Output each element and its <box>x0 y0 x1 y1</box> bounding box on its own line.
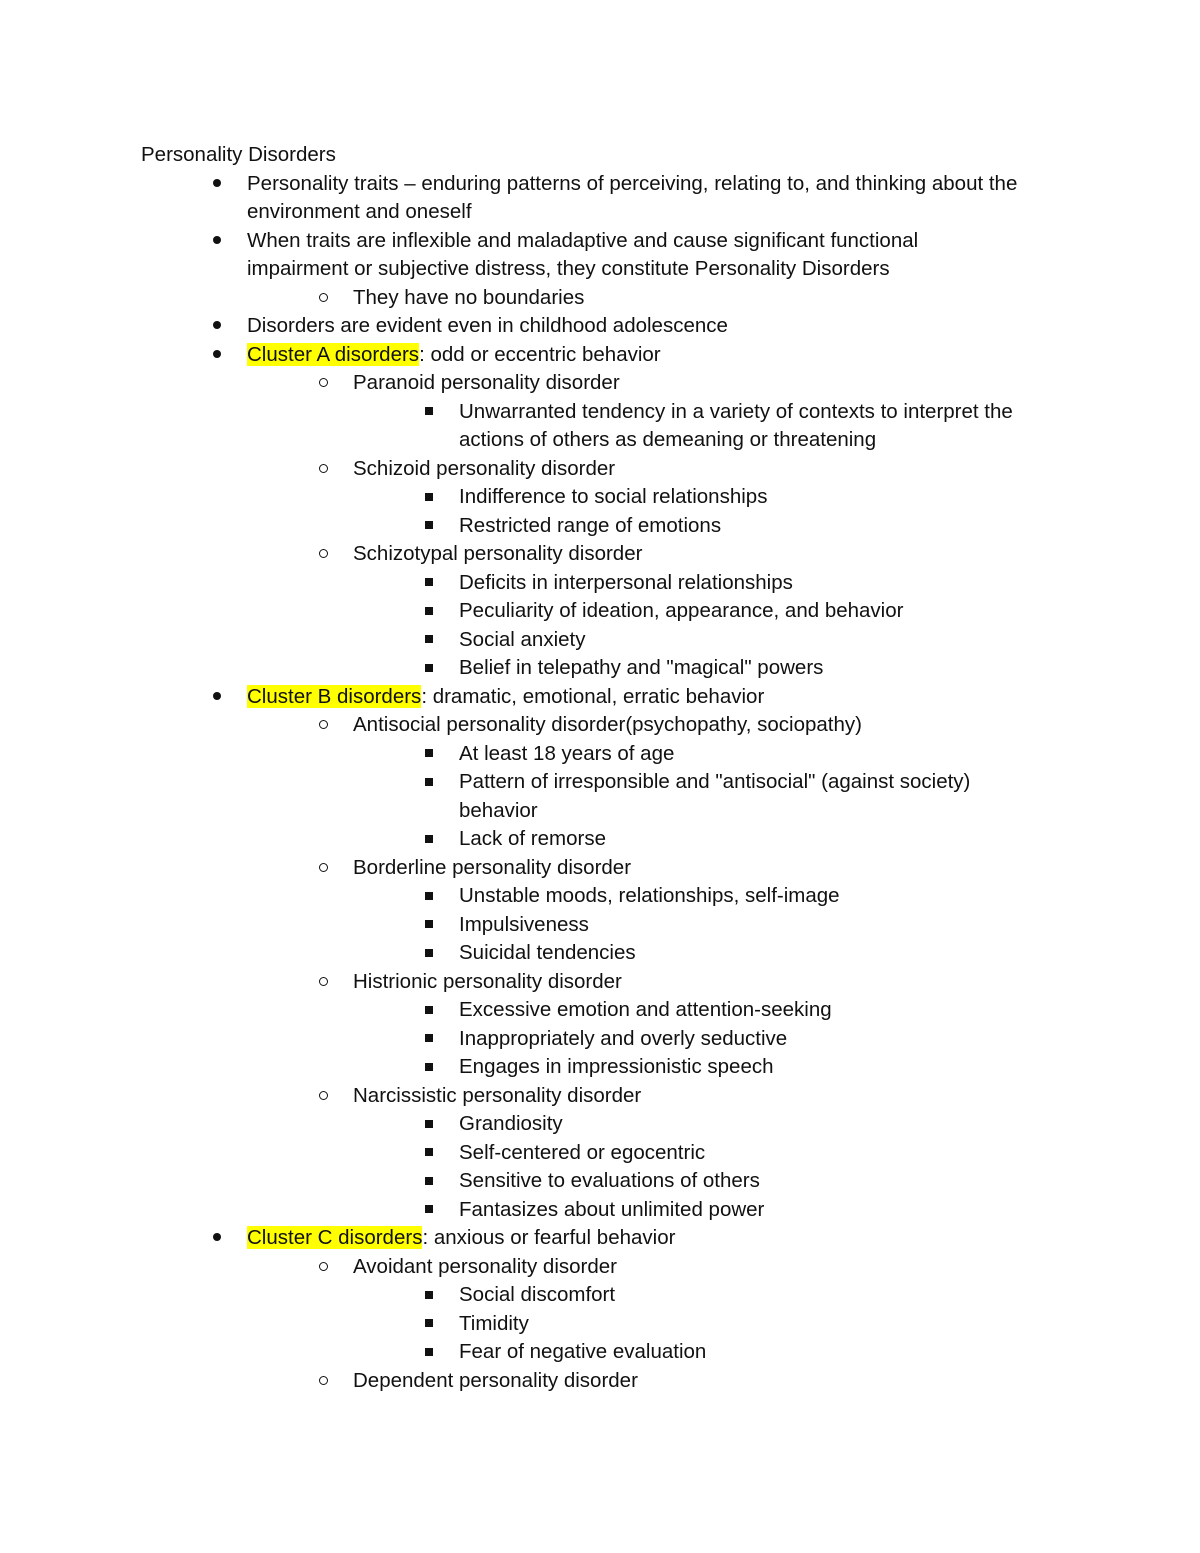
bullet-marker <box>425 607 433 615</box>
item-text: Social anxiety <box>459 627 586 651</box>
bullet-marker <box>319 863 328 872</box>
bullet-square-icon <box>419 654 439 683</box>
bullet-marker <box>319 378 328 387</box>
bullet-square-icon <box>419 1025 439 1054</box>
bullet-marker <box>319 1262 328 1271</box>
item-text: Impulsiveness <box>459 912 589 936</box>
item-text: Disorders are evident even in childhood adolescence <box>247 314 728 337</box>
bullet-square-icon <box>419 825 439 854</box>
item-text: Schizotypal personality disorder <box>353 542 643 565</box>
bullet-marker <box>319 464 328 473</box>
bullet-square-icon <box>419 1338 439 1367</box>
outline-item-line <box>459 740 674 769</box>
bullet-marker <box>425 1291 433 1299</box>
bullet-square-icon <box>419 597 439 626</box>
item-text: Avoidant personality disorder <box>353 1254 617 1278</box>
item-text: behavior <box>459 798 538 822</box>
bullet-square-icon <box>419 939 439 968</box>
bullet-square-icon <box>419 569 439 598</box>
outline-item-line <box>353 1367 638 1396</box>
bullet-square-icon <box>419 512 439 541</box>
bullet-marker <box>425 635 433 643</box>
item-text: Dependent personality disorder <box>353 1368 638 1392</box>
outline-item-line <box>247 1224 675 1253</box>
item-text: Unstable moods, relationships, self-image <box>459 884 840 907</box>
outline-item-line <box>353 369 620 398</box>
bullet-marker <box>425 1205 433 1213</box>
bullet-marker <box>425 664 433 672</box>
bullet-square-icon <box>419 398 439 427</box>
item-text: Restricted range of emotions <box>459 513 722 537</box>
bullet-circle-icon <box>313 1367 333 1396</box>
outline-item-line <box>247 312 728 341</box>
bullet-marker <box>425 892 433 900</box>
outline-item-line <box>353 1253 617 1282</box>
outline-item-line <box>459 797 538 826</box>
bullet-marker <box>213 236 221 244</box>
item-text: When traits are inflexible and maladaptive and cause significant functional <box>247 228 919 252</box>
bullet-square-icon <box>419 1139 439 1168</box>
item-text: Sensitive to evaluations of others <box>459 1169 760 1192</box>
item-text: Histrionic personality disorder <box>353 969 622 993</box>
item-text: actions of others as demeaning or threatening <box>459 428 877 451</box>
item-text: Narcissistic personality disorder <box>353 1083 642 1107</box>
item-text: environment and oneself <box>247 200 472 223</box>
bullet-marker <box>425 521 433 529</box>
bullet-dot-icon <box>207 683 227 712</box>
bullet-marker <box>425 1006 433 1014</box>
bullet-circle-icon <box>313 1253 333 1282</box>
bullet-square-icon <box>419 1110 439 1139</box>
outline-item-line <box>459 1338 706 1367</box>
item-text: Pattern of irresponsible and "antisocial" (against society) <box>459 770 971 793</box>
outline-item-line <box>459 882 840 911</box>
outline-item-line <box>459 654 823 683</box>
bullet-circle-icon <box>313 540 333 569</box>
bullet-square-icon <box>419 1196 439 1225</box>
bullet-square-icon <box>419 483 439 512</box>
item-text: : odd or eccentric behavior <box>419 342 661 366</box>
outline-item-line <box>353 455 615 484</box>
bullet-marker <box>319 549 328 558</box>
bullet-dot-icon <box>207 312 227 341</box>
bullet-circle-icon <box>313 711 333 740</box>
bullet-dot-icon <box>207 1224 227 1253</box>
bullet-marker <box>213 1233 221 1241</box>
outline-item-line <box>459 1025 787 1054</box>
bullet-marker <box>213 350 221 358</box>
item-text: Deficits in interpersonal relationships <box>459 570 793 594</box>
bullet-marker <box>425 578 433 586</box>
outline-item-line <box>459 1110 563 1139</box>
bullet-marker <box>425 920 433 928</box>
outline-item-line <box>459 825 606 854</box>
item-text: Fantasizes about unlimited power <box>459 1197 765 1221</box>
outline-item-line <box>459 1053 774 1082</box>
bullet-marker <box>319 1376 328 1385</box>
item-text: Peculiarity of ideation, appearance, and behavior <box>459 599 904 622</box>
outline-item-line <box>459 1167 760 1196</box>
bullet-square-icon <box>419 1053 439 1082</box>
outline-item-line <box>459 569 793 598</box>
item-text: impairment or subjective distress, they constitute Personality Disorders <box>247 257 890 280</box>
bullet-marker <box>425 778 433 786</box>
bullet-square-icon <box>419 626 439 655</box>
item-text: Personality traits – enduring patterns of perceiving, relating to, and thinking about the <box>247 171 1018 195</box>
bullet-square-icon <box>419 882 439 911</box>
item-text: Belief in telepathy and "magical" powers <box>459 656 824 679</box>
outline-item-line <box>353 854 631 883</box>
document-title: Personality Disorders <box>141 143 336 166</box>
item-text: Schizoid personality disorder <box>353 456 616 480</box>
outline-item-line <box>459 911 589 940</box>
bullet-marker <box>425 1034 433 1042</box>
bullet-marker <box>319 720 328 729</box>
item-text: Indifference to social relationships <box>459 485 768 508</box>
bullet-marker <box>425 1120 433 1128</box>
bullet-marker <box>425 1148 433 1156</box>
bullet-dot-icon <box>207 341 227 370</box>
bullet-circle-icon <box>313 369 333 398</box>
bullet-circle-icon <box>313 455 333 484</box>
item-text: : dramatic, emotional, erratic behavior <box>421 684 765 708</box>
outline-item-line <box>459 996 832 1025</box>
outline-item-line <box>459 1281 615 1310</box>
bullet-marker <box>425 1319 433 1327</box>
bullet-square-icon <box>419 740 439 769</box>
bullet-circle-icon <box>313 284 333 313</box>
outline-item-line <box>247 341 661 370</box>
item-text: Lack of remorse <box>459 827 606 850</box>
bullet-marker <box>319 1091 328 1100</box>
bullet-circle-icon <box>313 1082 333 1111</box>
bullet-marker <box>213 321 221 329</box>
outline-item-line <box>353 1082 641 1111</box>
item-text: Timidity <box>459 1311 529 1335</box>
outline-item-line <box>247 255 890 284</box>
outline-item-line <box>459 1139 705 1168</box>
outline-item-line <box>459 768 970 797</box>
item-text: At least 18 years of age <box>459 741 675 765</box>
bullet-circle-icon <box>313 968 333 997</box>
item-text: Fear of negative evaluation <box>459 1340 707 1363</box>
bullet-marker <box>425 493 433 501</box>
bullet-dot-icon <box>207 227 227 256</box>
outline-item-line <box>353 711 862 740</box>
bullet-marker <box>213 692 221 700</box>
outline-item-line <box>459 512 721 541</box>
item-text: Unwarranted tendency in a variety of contexts to interpret the <box>459 399 1013 423</box>
item-text: Suicidal tendencies <box>459 941 636 964</box>
outline-item-line <box>353 284 584 313</box>
item-text: Borderline personality disorder <box>353 855 632 879</box>
item-text: Paranoid personality disorder <box>353 371 620 394</box>
bullet-marker <box>213 179 221 187</box>
item-text: They have no boundaries <box>353 285 585 309</box>
item-text: Antisocial personality disorder(psychopathy, sociopathy) <box>353 713 862 736</box>
item-text: Engages in impressionistic speech <box>459 1055 774 1078</box>
outline-item-line <box>459 426 876 455</box>
outline-item-line <box>353 540 642 569</box>
bullet-dot-icon <box>207 170 227 199</box>
outline-item-line <box>459 939 636 968</box>
outline-item-line <box>459 483 767 512</box>
bullet-marker <box>425 949 433 957</box>
highlighted-heading: Cluster C disorders <box>247 1226 423 1249</box>
bullet-square-icon <box>419 996 439 1025</box>
bullet-marker <box>425 1177 433 1185</box>
outline-item-line <box>459 1196 764 1225</box>
bullet-marker <box>425 1348 433 1356</box>
item-text: Inappropriately and overly seductive <box>459 1026 788 1050</box>
bullet-square-icon <box>419 1281 439 1310</box>
highlighted-heading: Cluster B disorders <box>247 684 422 708</box>
outline-item-line <box>459 398 1013 427</box>
bullet-square-icon <box>419 1310 439 1339</box>
bullet-marker <box>425 407 433 415</box>
bullet-marker <box>425 749 433 757</box>
item-text: Self-centered or egocentric <box>459 1140 706 1164</box>
bullet-square-icon <box>419 1167 439 1196</box>
outline-item-line <box>353 968 622 997</box>
bullet-square-icon <box>419 768 439 797</box>
bullet-square-icon <box>419 911 439 940</box>
outline-item-line <box>247 198 472 227</box>
bullet-marker <box>319 293 328 302</box>
item-text: Grandiosity <box>459 1112 563 1135</box>
bullet-marker <box>425 1063 433 1071</box>
item-text: : anxious or fearful behavior <box>422 1226 676 1249</box>
item-text: Social discomfort <box>459 1283 616 1306</box>
item-text: Excessive emotion and attention-seeking <box>459 998 832 1021</box>
outline-item-line <box>247 227 918 256</box>
outline-item-line <box>247 683 764 712</box>
outline-item-line <box>459 1310 529 1339</box>
outline-item-line <box>459 626 585 655</box>
highlighted-heading: Cluster A disorders <box>247 342 420 366</box>
bullet-circle-icon <box>313 854 333 883</box>
outline-item-line <box>459 597 903 626</box>
outline-item-line <box>247 170 1017 199</box>
bullet-marker <box>425 835 433 843</box>
bullet-marker <box>319 977 328 986</box>
